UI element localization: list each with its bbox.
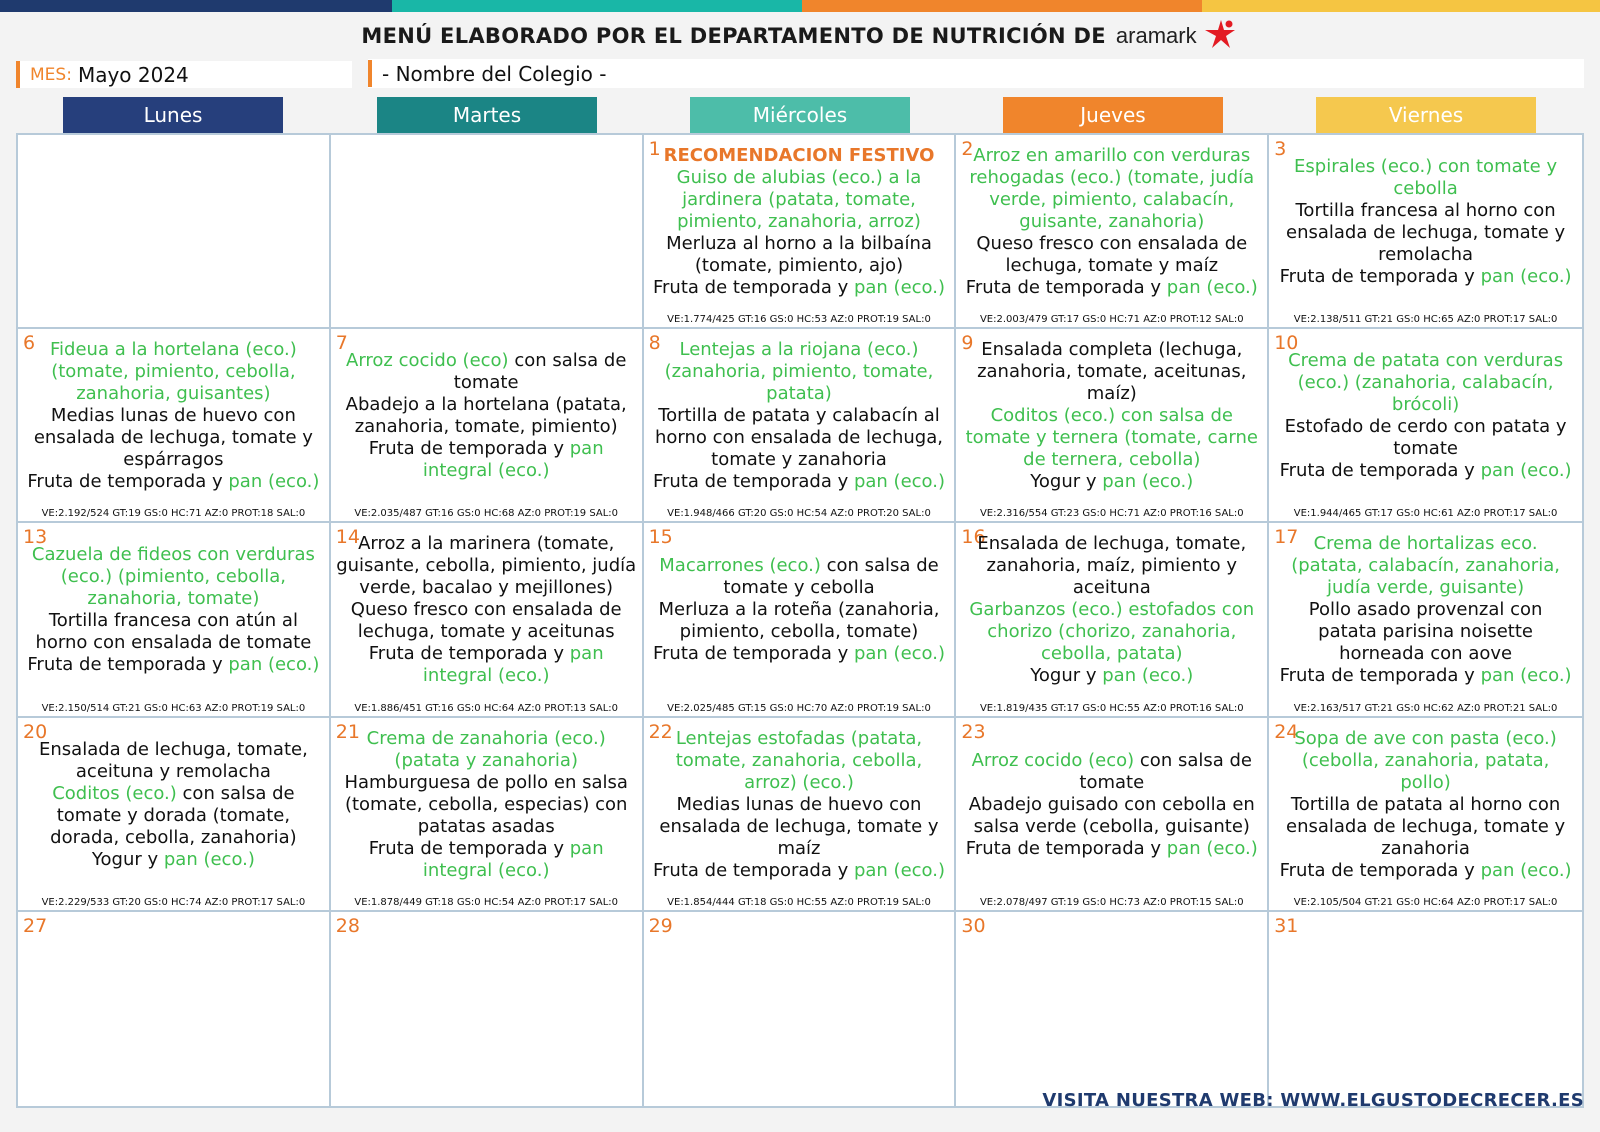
day-header-miercoles: Miércoles [690,97,910,133]
nutrition-info: VE:2.025/485 GT:15 GS:0 HC:70 AZ:0 PROT:19 SAL:0 [667,702,931,714]
menu-line [335,643,638,665]
nutrition-info: VE:2.078/497 GT:19 GS:0 HC:73 AZ:0 PROT:15 SAL:0 [979,896,1244,908]
day-header-martes: Martes [377,97,597,133]
menu-line [22,654,325,676]
menu-line: salsa verde (cebolla, guisante) [973,815,1250,837]
menu-line [960,750,1263,772]
nutrition-info: VE:2.035/487 GT:16 GS:0 HC:68 AZ:0 PROT:19 SAL:0 [354,508,619,520]
menu-line: pimiento, cebolla, tomate) [679,621,919,643]
day-cell [956,329,1269,523]
day-number: 15 [648,526,673,549]
menu-line-part: pan (eco.) [1102,471,1194,493]
day-cell [331,523,644,717]
menu-line-part: pan (eco.) [163,848,255,870]
menu-line-part: pan [569,837,604,859]
menu-items [22,912,325,1088]
star-person-icon [1199,18,1239,54]
menu-line [22,849,325,871]
menu-line [1273,460,1578,482]
menu-items [648,912,951,1088]
menu-line: Merluza al horno a la bilbaína [666,233,932,255]
menu-line: Coditos (eco.) con salsa de [990,405,1233,427]
menu-line: guisante, cebolla, pimiento, judía [336,555,637,577]
menu-line: pimiento, zanahoria, arroz) [677,211,921,233]
menu-items [960,329,1263,503]
menu-line: Tortilla de patata y calabacín al [658,405,940,427]
menu-line: tomate y ternera (tomate, carne [965,427,1259,449]
menu-line: Garbanzos (eco.) estofados con [969,599,1255,621]
day-cell [956,523,1269,717]
nutrition-info: VE:2.229/533 GT:20 GS:0 HC:74 AZ:0 PROT:17 SAL:0 [41,896,306,908]
menu-line: Ensalada de lechuga, tomate, [39,738,308,760]
menu-line: zanahoria, tomate, pimiento) [354,416,618,438]
day-cell [1269,523,1582,717]
menu-line: Crema de patata con verduras [1288,350,1564,372]
nutrition-info: VE:1.819/435 GT:17 GS:0 HC:55 AZ:0 PROT:16 SAL:0 [979,702,1244,714]
menu-line: Tortilla francesa al horno con [1295,200,1556,222]
menu-line [22,783,325,805]
nutrition-info: VE:2.150/514 GT:21 GS:0 HC:63 AZ:0 PROT:19 SAL:0 [41,702,306,714]
menu-line: Ensalada de lechuga, tomate, [977,533,1247,555]
day-number: 10 [1274,332,1299,355]
menu-line: arroz) (eco.) [744,771,854,793]
menu-items [960,523,1263,697]
menu-line-part: Yogur y [1030,665,1103,687]
menu-line: tomate y zanahoria [711,449,887,471]
menu-items [648,718,951,892]
menu-line: RECOMENDACION FESTIVO [663,145,935,167]
menu-line-part: Fruta de temporada y [965,277,1167,299]
menu-line [648,277,951,299]
menu-line: zanahoria [1381,837,1470,859]
menu-line-part: pan [569,438,604,460]
menu-items [335,329,638,503]
menu-line [960,665,1263,687]
menu-items [648,523,951,697]
menu-line: integral (eco.) [422,665,550,687]
menu-line: (zanahoria, pimiento, tomate, [664,361,934,383]
menu-line: Arroz en amarillo con verduras [973,145,1251,167]
menu-line-part: Macarrones (eco.) [659,555,827,577]
menu-line: (eco.) (pimiento, cebolla, [60,566,287,588]
aramark-logo [1116,18,1239,54]
day-cell [956,912,1269,1106]
month-field [16,61,352,88]
nutrition-info: VE:2.105/504 GT:21 GS:0 HC:64 AZ:0 PROT:17 SAL:0 [1293,896,1558,908]
menu-items [1273,718,1578,892]
menu-line-part: pan (eco.) [1480,859,1572,881]
website-footer: VISITA NUESTRA WEB: WWW.ELGUSTODECRECER.ES [1042,1090,1584,1111]
menu-line: Fideua a la hortelana (eco.) [50,339,297,361]
nutrition-info: VE:1.878/449 GT:18 GS:0 HC:54 AZ:0 PROT:17 SAL:0 [354,896,619,908]
day-cell [331,718,644,912]
menu-items [1273,912,1578,1088]
day-number: 17 [1274,526,1299,549]
menu-line [335,350,638,372]
menu-line: lechuga, tomate y maíz [1005,255,1219,277]
day-number: 23 [961,720,986,743]
menu-line: aceituna [1072,577,1151,599]
menu-line: tomate y dorada (tomate, [56,804,291,826]
menu-line: verde, bacalao y mejillones) [359,577,614,599]
menu-line: dorada, cebolla, zanahoria) [50,826,297,848]
menu-line: (patata y zanahoria) [394,749,578,771]
menu-line: Espirales (eco.) con tomate y [1294,156,1558,178]
menu-line: integral (eco.) [422,859,550,881]
menu-line: judía verde, guisante) [1327,577,1525,599]
menu-line [335,438,638,460]
menu-items [648,329,951,503]
day-cell [956,135,1269,329]
menu-line-part: Fruta de temporada y [652,471,854,493]
menu-line [1273,665,1578,687]
day-cell [644,523,957,717]
menu-items [648,135,951,309]
menu-line: espárragos [123,449,224,471]
menu-line-part: Fruta de temporada y [368,837,570,859]
menu-line: Crema de zanahoria (eco.) [366,727,606,749]
menu-line-part: Fruta de temporada y [368,643,570,665]
menu-line-part: Arroz cocido (eco) [346,350,515,372]
nutrition-info: VE:2.138/511 GT:21 GS:0 HC:65 AZ:0 PROT:17 SAL:0 [1293,314,1558,326]
menu-items [960,135,1263,309]
menu-line: (eco.) (zanahoria, calabacín, [1297,372,1554,394]
menu-line: Guiso de alubias (eco.) a la [676,167,922,189]
day-header-lunes: Lunes [63,97,283,133]
menu-calendar-grid [16,133,1584,1108]
menu-line-part: pan (eco.) [228,654,320,676]
menu-line-part: Yogur y [91,848,164,870]
menu-items [22,135,325,309]
menu-line: verde, pimiento, calabacín, [989,189,1235,211]
day-cell [18,135,331,329]
menu-items [335,135,638,309]
day-number: 8 [648,332,661,355]
menu-line: maíz [777,837,821,859]
day-cell [331,912,644,1106]
day-number: 3 [1274,138,1287,160]
day-number: 7 [335,332,348,355]
menu-line: (tomate, cebolla, especias) con [344,793,628,815]
page-title: MENÚ ELABORADO POR EL DEPARTAMENTO DE NUTRICIÓN DE [361,24,1106,48]
nutrition-info: VE:2.003/479 GT:17 GS:0 HC:71 AZ:0 PROT:12 SAL:0 [979,314,1244,326]
menu-line: tomate y cebolla [723,577,875,599]
month-value: Mayo 2024 [77,62,189,87]
day-cell [18,718,331,912]
menu-line [648,471,951,493]
day-header-viernes: Viernes [1316,97,1536,133]
menu-line: tomate [1079,771,1145,793]
menu-items [960,912,1263,1088]
day-header-jueves: Jueves [1003,97,1223,133]
day-number: 28 [335,914,360,937]
day-number: 16 [961,526,986,549]
menu-line: de ternera, cebolla) [1023,449,1201,471]
nutrition-info: VE:1.854/444 GT:18 GS:0 HC:55 AZ:0 PROT:19 SAL:0 [667,896,931,908]
menu-line: maíz) [1086,383,1137,405]
menu-line: ensalada de lechuga, tomate y [1286,222,1566,244]
menu-line: remolacha [1378,244,1474,266]
top-bar-segment-orange [802,0,1202,12]
menu-line-part: Fruta de temporada y [27,654,229,676]
menu-items [22,523,325,697]
menu-items [960,718,1263,892]
menu-line: Queso fresco con ensalada de [976,233,1248,255]
school-name-placeholder: - Nombre del Colegio - [382,61,607,86]
day-number: 27 [23,914,48,937]
menu-line [648,643,951,665]
menu-line [648,555,951,577]
menu-line: horno con ensalada de tomate [35,632,312,654]
menu-items [335,912,638,1088]
nutrition-info: VE:1.948/466 GT:20 GS:0 HC:54 AZ:0 PROT:20 SAL:0 [667,508,931,520]
nutrition-info: VE:1.886/451 GT:16 GS:0 HC:64 AZ:0 PROT:13 SAL:0 [354,702,619,714]
menu-line-part: pan [569,643,604,665]
menu-line: Medias lunas de huevo con [50,405,296,427]
menu-line: tomate [453,372,519,394]
menu-line-part: Fruta de temporada y [965,837,1167,859]
menu-items [1273,135,1578,309]
menu-line-part: pan (eco.) [853,471,945,493]
day-number: 24 [1274,720,1299,743]
top-bar-segment-teal [392,0,802,12]
menu-line: horno con ensalada de lechuga, [655,427,943,449]
menu-line: (tomate, pimiento, cebolla, [51,361,296,383]
day-number: 13 [23,526,48,549]
menu-line: ensalada de lechuga, tomate y [659,815,939,837]
menu-line-part: Fruta de temporada y [1279,460,1481,482]
menu-line-part: pan (eco.) [1166,277,1258,299]
day-cell [644,329,957,523]
menu-line [1273,266,1578,288]
menu-line: cebolla, patata) [1041,643,1183,665]
menu-line-part: Fruta de temporada y [1279,859,1481,881]
day-number: 30 [961,914,986,937]
nutrition-info: VE:1.774/425 GT:16 GS:0 HC:53 AZ:0 PROT:19 SAL:0 [667,314,931,326]
day-cell [18,329,331,523]
menu-line-part: pan (eco.) [1480,665,1572,687]
menu-line: Merluza a la roteña (zanahoria, [658,599,940,621]
day-cell [18,523,331,717]
menu-line: guisante, zanahoria) [1019,211,1205,233]
menu-line: Pollo asado provenzal con [1308,599,1543,621]
menu-items [1273,329,1578,503]
top-bar-segment-navy [0,0,392,12]
menu-line-part: Fruta de temporada y [652,643,854,665]
day-cell [1269,329,1582,523]
menu-line-part: pan (eco.) [1102,665,1194,687]
menu-line [960,838,1263,860]
day-number: 14 [335,526,360,549]
menu-line: zanahoria, tomate) [87,588,260,610]
menu-line: (tomate, pimiento, ajo) [694,255,904,277]
menu-line [960,277,1263,299]
day-number: 2 [961,138,974,160]
menu-line [335,838,638,860]
menu-line-part: pan (eco.) [1480,266,1572,288]
day-cell [644,135,957,329]
menu-line: zanahoria, tomate, aceitunas, [977,361,1247,383]
menu-line: chorizo (chorizo, zanahoria, [987,621,1237,643]
day-number: 29 [648,914,673,937]
menu-line: horneada con aove [1339,643,1513,665]
menu-line [22,471,325,493]
menu-line [648,860,951,882]
menu-line-part: con salsa de [826,555,939,577]
day-cell [1269,912,1582,1106]
menu-line: Sopa de ave con pasta (eco.) [1294,727,1557,749]
menu-line: aceituna y remolacha [75,760,271,782]
menu-line: Medias lunas de huevo con [676,793,922,815]
menu-line-part: Fruta de temporada y [1279,266,1481,288]
menu-line: cebolla [1393,178,1458,200]
menu-items [335,718,638,892]
menu-line: Lentejas estofadas (patata, [675,727,923,749]
menu-line: (cebolla, zanahoria, patata, [1301,749,1550,771]
menu-line: (patata, calabacín, zanahoria, [1291,555,1560,577]
school-accent [368,60,372,87]
menu-line: lechuga, tomate y aceitunas [357,621,615,643]
menu-line: Crema de hortalizas eco. [1313,533,1538,555]
day-cell [644,718,957,912]
menu-line-part: pan (eco.) [853,859,945,881]
menu-line: Tortilla de patata al horno con [1290,793,1561,815]
menu-line-part: pan (eco.) [228,471,320,493]
day-cell [18,912,331,1106]
menu-line-part: Yogur y [1030,471,1103,493]
day-cell [1269,135,1582,329]
menu-line-part: Coditos (eco.) [52,782,183,804]
menu-line: jardinera (patata, tomate, [682,189,916,211]
top-bar-segment-yellow [1202,0,1600,12]
menu-line-part: pan (eco.) [1166,837,1258,859]
day-cell [331,135,644,329]
menu-line-part: con salsa de [1139,749,1252,771]
menu-line: Cazuela de fideos con verduras [31,544,315,566]
menu-line-part: Fruta de temporada y [27,471,229,493]
menu-line: pollo) [1400,771,1451,793]
nutrition-info: VE:2.192/524 GT:19 GS:0 HC:71 AZ:0 PROT:18 SAL:0 [41,508,306,520]
menu-line: patata parisina noisette [1318,621,1533,643]
menu-line-part: con salsa de [182,782,295,804]
day-number: 31 [1274,914,1299,937]
menu-line: Lentejas a la riojana (eco.) [679,339,919,361]
menu-line: rehogadas (eco.) (tomate, judía [969,167,1255,189]
menu-items [1273,523,1578,697]
top-color-bar [0,0,1600,12]
menu-line: patata) [766,383,832,405]
menu-line: ensalada de lechuga, tomate y [33,427,313,449]
school-name-field [368,59,1584,88]
menu-line: Hamburguesa de pollo en salsa [344,771,628,793]
nutrition-info: VE:2.316/554 GT:23 GS:0 HC:71 AZ:0 PROT:16 SAL:0 [979,508,1244,520]
nutrition-info: VE:2.163/517 GT:21 GS:0 HC:62 AZ:0 PROT:21 SAL:0 [1293,702,1558,714]
menu-line-part: con salsa de [514,350,627,372]
menu-line: zanahoria, maíz, pimiento y [986,555,1238,577]
menu-line: zanahoria, guisantes) [76,383,271,405]
menu-line: ensalada de lechuga, tomate y [1286,815,1566,837]
menu-line-part: Fruta de temporada y [652,859,854,881]
menu-items [22,718,325,892]
menu-line-part: pan (eco.) [1480,460,1572,482]
menu-header [0,16,1600,56]
menu-items [22,329,325,503]
menu-line: tomate [1393,438,1458,460]
menu-line: tomate, zanahoria, cebolla, [675,749,923,771]
nutrition-info: VE:1.944/465 GT:17 GS:0 HC:61 AZ:0 PROT:17 SAL:0 [1293,508,1558,520]
menu-line: Tortilla francesa con atún al [48,610,298,632]
menu-line-part: Arroz cocido (eco) [971,749,1140,771]
day-number: 9 [961,332,974,355]
month-label: MES: [30,64,72,85]
day-number: 1 [648,138,661,160]
month-accent [16,61,20,88]
logo-text: aramark [1115,23,1197,48]
menu-line: patatas asadas [417,815,555,837]
menu-items [335,523,638,697]
day-number: 6 [23,332,36,355]
menu-line: Arroz a la marinera (tomate, [358,533,615,555]
day-number: 21 [335,720,360,743]
menu-line: Estofado de cerdo con patata y [1284,416,1567,438]
menu-line [1273,860,1578,882]
menu-line-part: Fruta de temporada y [652,277,854,299]
day-cell [1269,718,1582,912]
menu-line: brócoli) [1391,394,1460,416]
menu-line-part: pan (eco.) [853,277,945,299]
day-cell [331,329,644,523]
menu-line [960,471,1263,493]
menu-line: Abadejo a la hortelana (patata, [345,394,627,416]
day-cell [644,912,957,1106]
day-number: 20 [23,720,48,743]
menu-line: Ensalada completa (lechuga, [981,339,1243,361]
menu-line: Abadejo guisado con cebolla en [968,793,1255,815]
menu-line-part: Fruta de temporada y [1279,665,1481,687]
menu-line: Queso fresco con ensalada de [350,599,622,621]
menu-line-part: pan (eco.) [853,643,945,665]
menu-line: integral (eco.) [422,460,550,482]
day-cell [956,718,1269,912]
day-number: 22 [648,720,673,743]
menu-line-part: Fruta de temporada y [368,438,570,460]
